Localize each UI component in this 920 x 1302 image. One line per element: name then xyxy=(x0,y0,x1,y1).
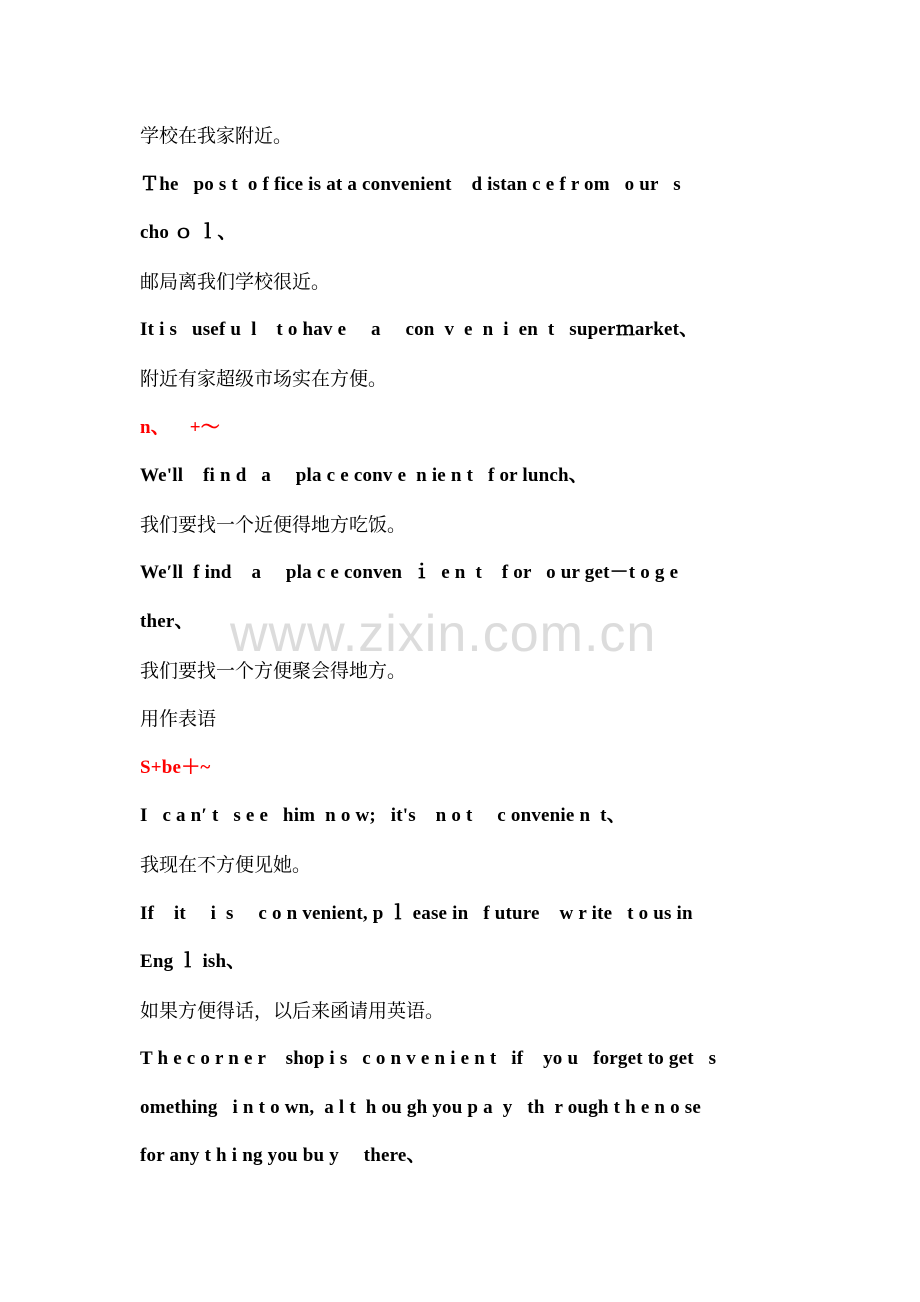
text-line-en: Eng ｌ ish、 xyxy=(140,951,246,973)
text-line-en: We'll fi n d a pla c e conv e n ie n t f or lunch、 xyxy=(140,465,589,487)
text-line-cn: 附近有家超级市场实在方便。 xyxy=(140,367,388,390)
text-line-cn: 我们要找一个近便得地方吃饭。 xyxy=(140,513,407,536)
text-line-en: ther、 xyxy=(140,610,194,632)
text-line-en: I c a n′ t s e e him n o w; it's n o t c onvenie n t、 xyxy=(140,805,626,827)
text-line-en: omething i n t o wn, a l t h ou gh you p a y th r ough t h e n o se xyxy=(140,1096,701,1118)
watermark: www.zixin.com.cn xyxy=(230,605,657,663)
section-label: 用作表语 xyxy=(140,708,217,731)
text-line-en: It i s usef u l t o hav e a con v e n i en t superｍarket、 xyxy=(140,319,699,341)
text-line-en: cho ｏ ｌ、 xyxy=(140,222,237,244)
text-line-cn: 如果方便得话，以后来函请用英语。 xyxy=(140,999,445,1022)
text-line-en: for any t h i ng you bu y there、 xyxy=(140,1145,426,1167)
pattern-heading: S+be＋~ xyxy=(140,756,211,778)
text-line-en: T h e c o r n e r shop i s c o n v e n i e n t if yo u forget to get s xyxy=(140,1048,717,1070)
text-line-cn: 学校在我家附近。 xyxy=(140,125,293,147)
pattern-heading: n、 +～ xyxy=(140,416,220,438)
text-line-en: If it i s c o n venient, p ｌ ease in f uture w r ite t o us in xyxy=(140,902,693,924)
text-line-en: Ｔhe po s t o f fice is at a convenient d istan c e f r om o ur s xyxy=(140,173,681,195)
text-line-en: We′ll f ind a pla c e conven ｉ e n t f or o ur get－t o g e xyxy=(140,562,679,584)
text-line-cn: 我现在不方便见她。 xyxy=(140,853,312,876)
text-line-cn: 我们要找一个方便聚会得地方。 xyxy=(140,659,407,682)
text-line-cn: 邮局离我们学校很近。 xyxy=(140,270,331,293)
